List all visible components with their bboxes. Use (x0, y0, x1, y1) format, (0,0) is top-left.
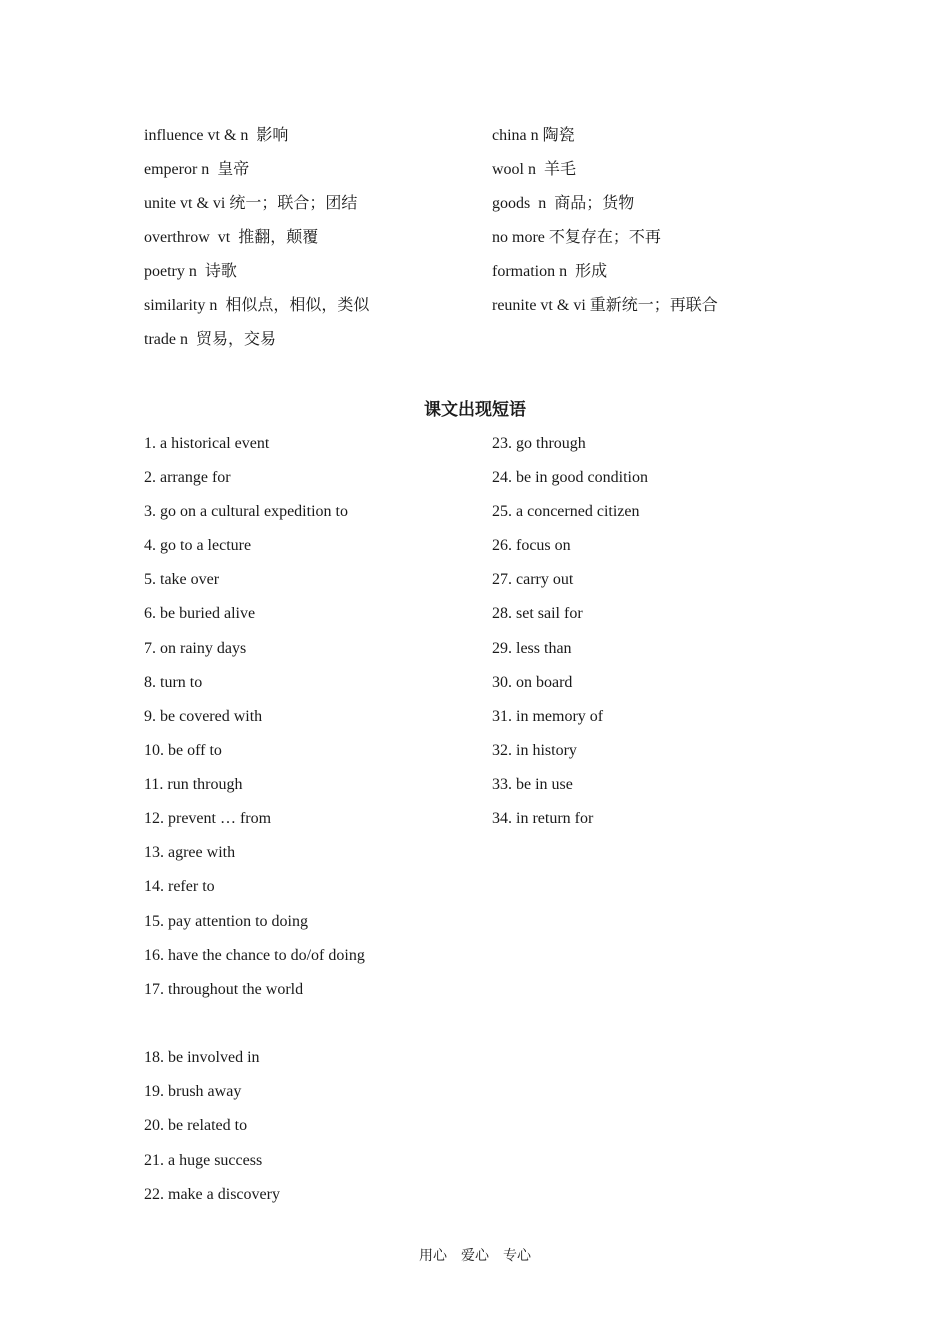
phrase-item: 22. make a discovery (144, 1186, 280, 1203)
phrase-item: 29. less than (492, 640, 572, 657)
phrase-item: 32. in history (492, 742, 577, 759)
phrase-item: 20. be related to (144, 1117, 248, 1134)
vocab-item: china n 陶瓷 (492, 127, 575, 144)
phrase-item: 13. agree with (144, 844, 236, 861)
vocab-item: poetry n 诗歌 (144, 263, 237, 280)
vocab-item: influence vt & n 影响 (144, 127, 289, 144)
vocab-item: emperor n 皇帝 (144, 161, 250, 178)
vocab-item: overthrow vt 推翻，颠覆 (144, 229, 319, 246)
phrase-item: 15. pay attention to doing (144, 913, 308, 930)
phrase-item: 6. be buried alive (144, 605, 256, 622)
phrase-item: 16. have the chance to do/of doing (144, 947, 365, 964)
phrase-item: 11. run through (144, 776, 243, 793)
page-footer: 用心 爱心 专心 (419, 1249, 531, 1264)
phrase-item: 27. carry out (492, 571, 574, 588)
phrase-item: 7. on rainy days (144, 640, 247, 657)
phrase-item: 33. be in use (492, 776, 573, 793)
vocab-item: formation n 形成 (492, 263, 608, 280)
phrase-item: 5. take over (144, 571, 220, 588)
phrase-item: 24. be in good condition (492, 469, 648, 486)
phrase-item: 21. a huge success (144, 1152, 263, 1169)
vocab-item: trade n 贸易，交易 (144, 331, 276, 348)
phrase-item: 12. prevent … from (144, 810, 272, 827)
phrase-item: 3. go on a cultural expedition to (144, 503, 348, 520)
phrase-item: 34. in return for (492, 810, 594, 827)
phrase-item: 14. refer to (144, 878, 215, 895)
phrase-item: 2. arrange for (144, 469, 231, 486)
vocab-item: goods n 商品；货物 (492, 195, 635, 212)
phrase-item: 4. go to a lecture (144, 537, 252, 554)
vocab-item: wool n 羊毛 (492, 161, 577, 178)
phrase-item: 9. be covered with (144, 708, 263, 725)
phrase-item: 30. on board (492, 674, 573, 691)
phrase-item: 28. set sail for (492, 605, 583, 622)
phrase-item: 17. throughout the world (144, 981, 304, 998)
phrase-item: 25. a concerned citizen (492, 503, 640, 520)
section-heading: 课文出现短语 (424, 400, 526, 420)
phrase-item: 1. a historical event (144, 435, 270, 452)
phrase-item: 26. focus on (492, 537, 571, 554)
phrase-item: 23. go through (492, 435, 586, 452)
phrase-item: 19. brush away (144, 1083, 242, 1100)
phrase-item: 8. turn to (144, 674, 203, 691)
phrase-item: 18. be involved in (144, 1049, 260, 1066)
vocab-item: unite vt & vi 统一；联合；团结 (144, 195, 358, 212)
vocab-item: reunite vt & vi 重新统一；再联合 (492, 297, 718, 314)
vocab-item: no more 不复存在；不再 (492, 229, 661, 246)
phrase-item: 31. in memory of (492, 708, 604, 725)
vocab-item: similarity n 相似点，相似，类似 (144, 297, 370, 314)
phrase-item: 10. be off to (144, 742, 222, 759)
